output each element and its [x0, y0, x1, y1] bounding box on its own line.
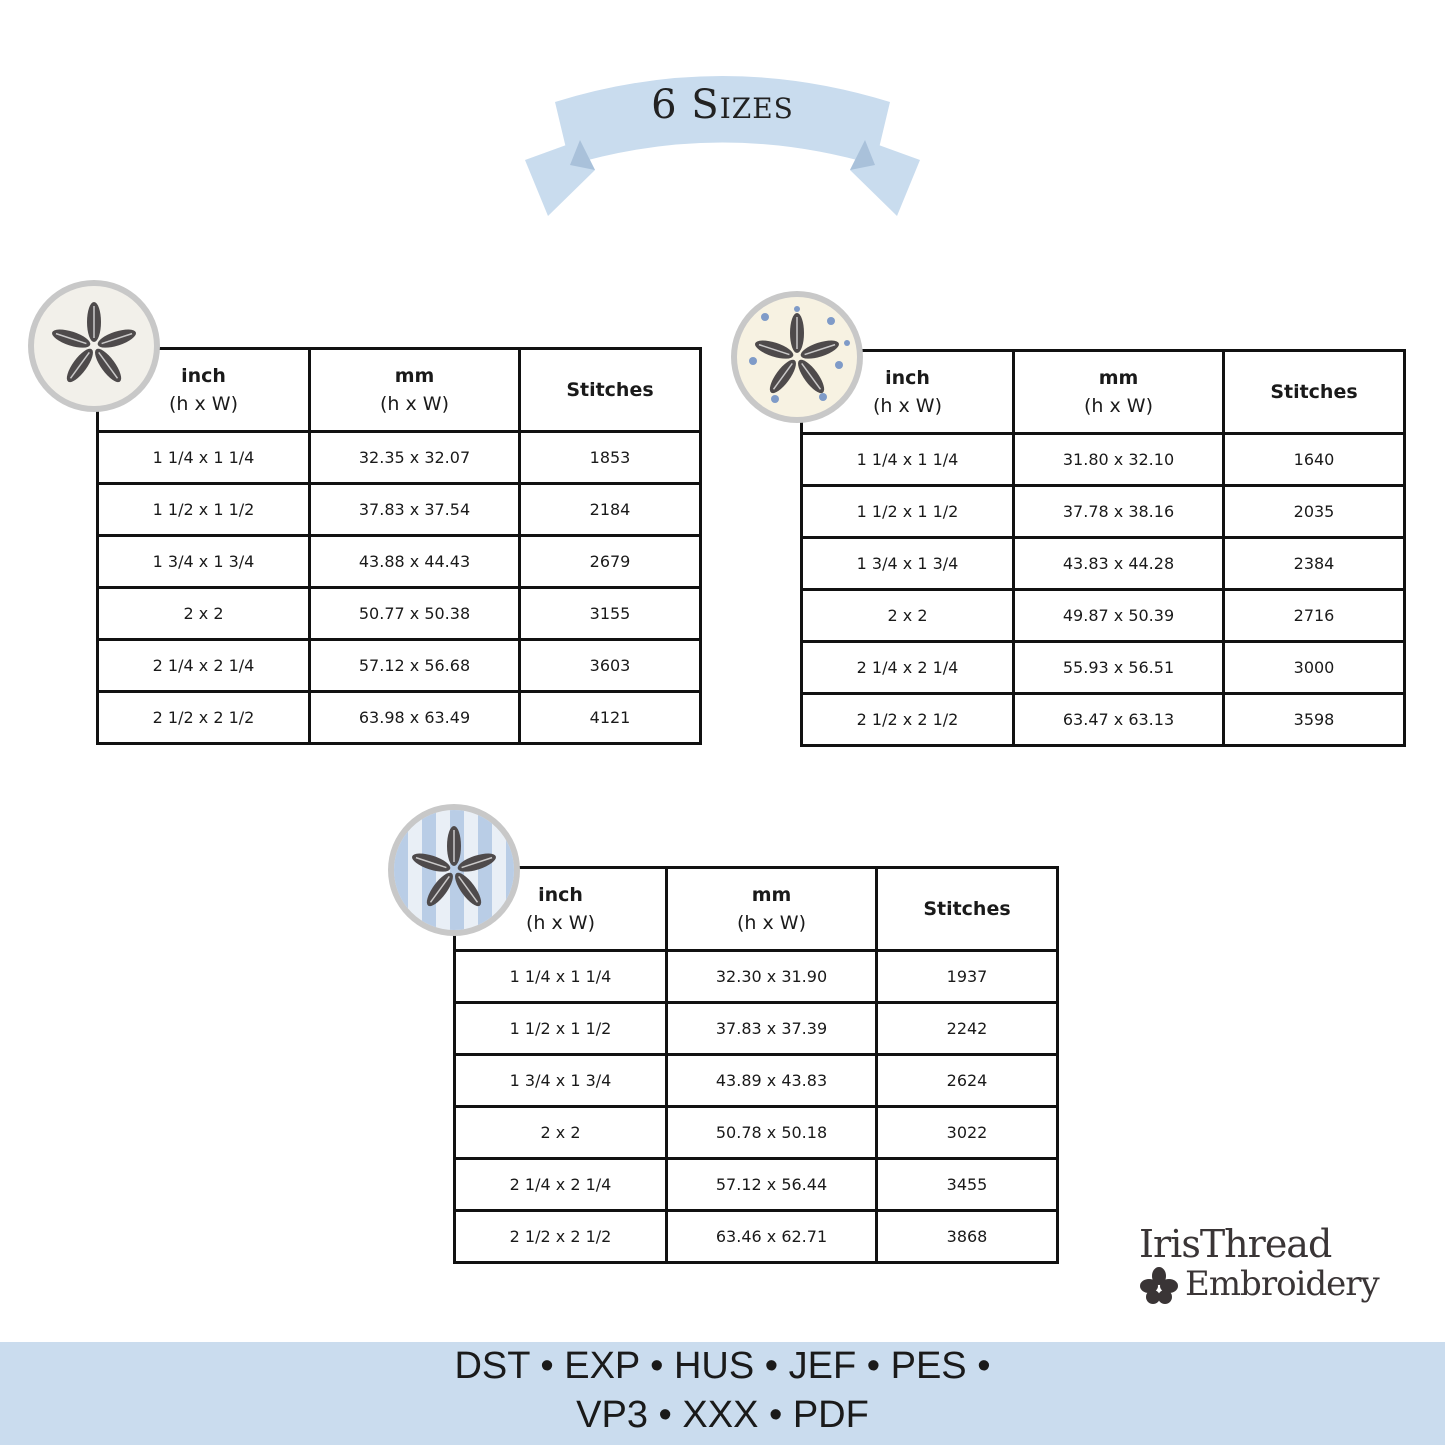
cell-inch: 1 1/2 x 1 1/2	[455, 1003, 667, 1055]
cell-inch: 2 1/2 x 2 1/2	[802, 694, 1014, 746]
cell-stitches: 3868	[877, 1211, 1058, 1263]
header-inch: inch (h x W)	[802, 351, 1014, 434]
table-row	[98, 692, 701, 744]
cell-inch: 2 1/2 x 2 1/2	[455, 1211, 667, 1263]
table-header-row	[455, 868, 1058, 951]
sand-dollar-plain-icon	[24, 276, 164, 416]
cell-stitches: 1937	[877, 951, 1058, 1003]
cell-stitches: 3022	[877, 1107, 1058, 1159]
cell-stitches: 2384	[1224, 538, 1405, 590]
cell-mm: 43.83 x 44.28	[1014, 538, 1224, 590]
table-row	[455, 1107, 1058, 1159]
cell-mm: 63.46 x 62.71	[667, 1211, 877, 1263]
header-mm: mm (h x W)	[310, 349, 520, 432]
table-row	[98, 484, 701, 536]
cell-mm: 57.12 x 56.44	[667, 1159, 877, 1211]
cell-stitches: 3155	[520, 588, 701, 640]
cell-inch: 1 1/4 x 1 1/4	[98, 432, 310, 484]
table-row	[455, 1055, 1058, 1107]
cell-stitches: 3455	[877, 1159, 1058, 1211]
cell-stitches: 2716	[1224, 590, 1405, 642]
cell-mm: 55.93 x 56.51	[1014, 642, 1224, 694]
logo-line-2: Embroidery	[1185, 1264, 1379, 1304]
cell-stitches: 3598	[1224, 694, 1405, 746]
table-row	[802, 486, 1405, 538]
violet-flower-icon	[1139, 1266, 1179, 1306]
cell-stitches: 1640	[1224, 434, 1405, 486]
cell-stitches: 1853	[520, 432, 701, 484]
header-mm: mm (h x W)	[667, 868, 877, 951]
cell-stitches: 2679	[520, 536, 701, 588]
cell-inch: 2 x 2	[98, 588, 310, 640]
table-row	[802, 434, 1405, 486]
cell-mm: 57.12 x 56.68	[310, 640, 520, 692]
cell-mm: 63.47 x 63.13	[1014, 694, 1224, 746]
cell-mm: 32.35 x 32.07	[310, 432, 520, 484]
table-row	[455, 1211, 1058, 1263]
cell-stitches: 4121	[520, 692, 701, 744]
table-row	[455, 951, 1058, 1003]
header-stitches: Stitches	[520, 349, 701, 432]
header-stitches: Stitches	[877, 868, 1058, 951]
formats-line-2: VP3 • XXX • PDF	[576, 1394, 869, 1436]
cell-stitches: 2624	[877, 1055, 1058, 1107]
cell-inch: 2 x 2	[455, 1107, 667, 1159]
size-table-floral	[800, 349, 1406, 747]
sand-dollar-striped-icon	[384, 800, 524, 940]
cell-mm: 37.83 x 37.39	[667, 1003, 877, 1055]
cell-mm: 50.77 x 50.38	[310, 588, 520, 640]
table-header-row	[98, 349, 701, 432]
size-table-plain	[96, 347, 702, 745]
cell-inch: 1 3/4 x 1 3/4	[455, 1055, 667, 1107]
page-title: 6 Sizes	[651, 82, 794, 128]
size-table-striped	[453, 866, 1059, 1264]
cell-inch: 1 1/4 x 1 1/4	[802, 434, 1014, 486]
formats-line-1: DST • EXP • HUS • JEF • PES •	[454, 1345, 991, 1387]
table-row	[98, 640, 701, 692]
cell-stitches: 2035	[1224, 486, 1405, 538]
sand-dollar-floral-icon	[727, 287, 867, 427]
table-row	[455, 1003, 1058, 1055]
cell-inch: 1 1/2 x 1 1/2	[98, 484, 310, 536]
table-row	[802, 694, 1405, 746]
cell-inch: 1 3/4 x 1 3/4	[802, 538, 1014, 590]
cell-stitches: 2184	[520, 484, 701, 536]
cell-inch: 2 1/4 x 2 1/4	[98, 640, 310, 692]
cell-inch: 1 1/4 x 1 1/4	[455, 951, 667, 1003]
cell-stitches: 3000	[1224, 642, 1405, 694]
cell-inch: 1 1/2 x 1 1/2	[802, 486, 1014, 538]
cell-mm: 43.89 x 43.83	[667, 1055, 877, 1107]
table-row	[802, 590, 1405, 642]
table-header-row	[802, 351, 1405, 434]
table-row	[98, 432, 701, 484]
table-row	[98, 536, 701, 588]
table-row	[802, 642, 1405, 694]
header-inch: inch (h x W)	[98, 349, 310, 432]
header-inch: inch (h x W)	[455, 868, 667, 951]
header-stitches: Stitches	[1224, 351, 1405, 434]
cell-inch: 2 1/4 x 2 1/4	[455, 1159, 667, 1211]
cell-mm: 43.88 x 44.43	[310, 536, 520, 588]
table-row	[98, 588, 701, 640]
cell-mm: 50.78 x 50.18	[667, 1107, 877, 1159]
cell-stitches: 3603	[520, 640, 701, 692]
logo-line-1: IrisThread	[1139, 1222, 1332, 1266]
cell-inch: 1 3/4 x 1 3/4	[98, 536, 310, 588]
cell-mm: 49.87 x 50.39	[1014, 590, 1224, 642]
cell-inch: 2 1/4 x 2 1/4	[802, 642, 1014, 694]
cell-inch: 2 1/2 x 2 1/2	[98, 692, 310, 744]
cell-mm: 32.30 x 31.90	[667, 951, 877, 1003]
brand-logo	[1135, 1222, 1405, 1312]
header-mm: mm (h x W)	[1014, 351, 1224, 434]
file-formats-footer	[0, 1342, 1445, 1445]
cell-mm: 37.78 x 38.16	[1014, 486, 1224, 538]
cell-inch: 2 x 2	[802, 590, 1014, 642]
cell-mm: 37.83 x 37.54	[310, 484, 520, 536]
cell-mm: 31.80 x 32.10	[1014, 434, 1224, 486]
cell-stitches: 2242	[877, 1003, 1058, 1055]
table-row	[455, 1159, 1058, 1211]
cell-mm: 63.98 x 63.49	[310, 692, 520, 744]
table-row	[802, 538, 1405, 590]
